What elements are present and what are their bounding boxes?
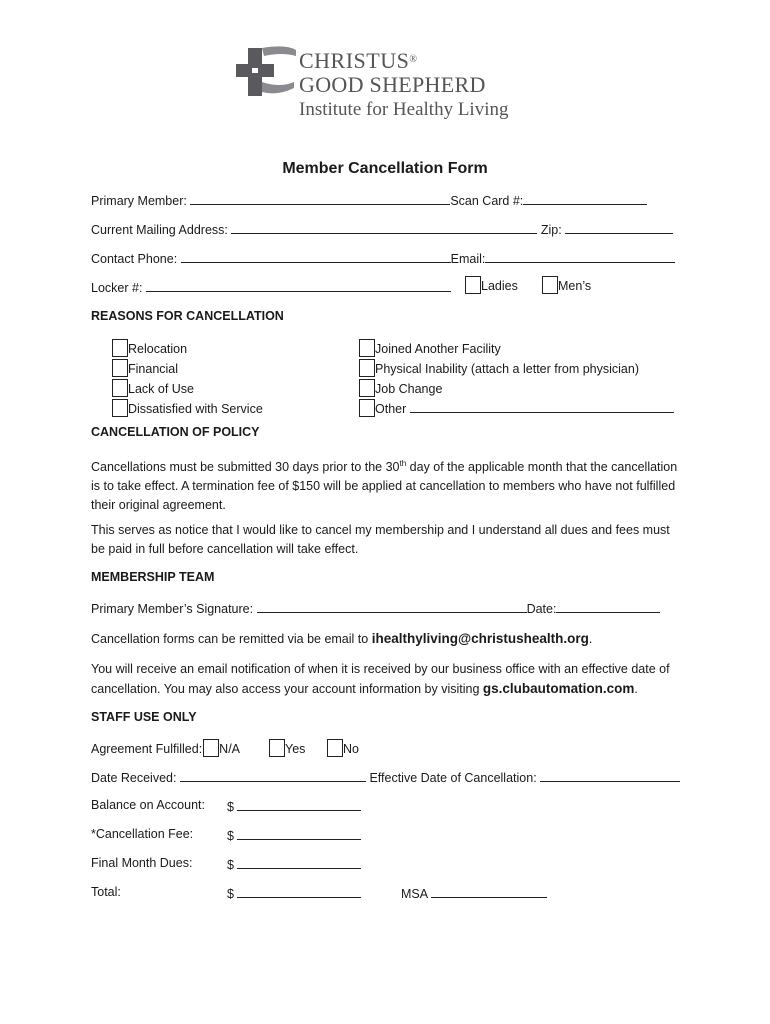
policy-paragraph-2: This serves as notice that I would like to cancel my membership and I understand all dues and fees must be paid in full before cancellation will take effect. [91,523,670,556]
notify-text: You will receive an email notification of when it is received by our business office with an effective date of cancellation. You may also access your account information by visiting [91,662,670,696]
email-label: Email: [450,252,486,266]
msa-field[interactable] [431,885,547,898]
scan-card-field[interactable] [523,192,647,205]
total-field[interactable] [237,885,361,898]
contact-phone-field[interactable] [181,250,451,263]
notify-paragraph [91,659,681,699]
policy-sup: th [399,459,407,468]
no-label: No [343,742,359,756]
contact-phone-row [91,250,675,266]
msa-label: MSA [401,887,428,901]
yes-label: Yes [285,742,306,756]
effective-date-field[interactable] [540,769,680,782]
reason-lack-of-use[interactable] [112,379,263,399]
cancel-fee-label: *Cancellation Fee: [91,827,194,841]
balance-label: Balance on Account: [91,798,205,812]
date-received-field[interactable] [180,769,366,782]
reasons-left-list [112,339,263,419]
zip-field[interactable] [565,221,673,234]
registered-mark: ® [409,54,418,65]
mens-checkbox[interactable] [542,276,558,294]
msa-row [401,885,547,901]
notify-site-link[interactable]: gs.clubautomation.com [482,681,635,696]
reason-job-change[interactable] [359,379,674,399]
na-checkbox[interactable] [203,739,219,757]
policy-text-a: Cancellations must be submitted 30 days prior to the 30 [91,460,400,475]
no-option[interactable] [327,739,359,757]
final-dues-row [227,856,361,872]
reason-financial[interactable] [112,359,263,379]
primary-member-row [91,192,647,208]
cross-logo-icon [234,42,298,102]
yes-option[interactable] [269,739,305,757]
mailing-address-label: Current Mailing Address: [91,223,228,237]
ladies-checkbox[interactable] [465,276,481,294]
joined-facility-label: Joined Another Facility [375,342,501,356]
notify-end: . [634,682,638,696]
date-field[interactable] [556,600,660,613]
logo-line2: GOOD SHEPHERD [299,72,486,97]
final-dues-currency: $ [227,858,234,872]
policy-heading: CANCELLATION OF POLICY [91,425,260,439]
remit-text: Cancellation forms can be remitted via be email to [91,632,372,646]
scan-card-label: Scan Card #: [450,194,524,208]
total-label: Total: [91,885,121,899]
staff-heading: STAFF USE ONLY [91,710,197,724]
logo-line3: Institute for Healthy Living [299,99,509,120]
policy-text-b: day of the applicable month that the cancellation is to take effect. A termination fee of $150 will be applied at cancellation to members who have not fulfilled their original agreement. [91,460,678,513]
dissatisfied-label: Dissatisfied with Service [128,402,263,416]
signature-label: Primary Member’s Signature: [91,602,254,616]
effective-date-label: Effective Date of Cancellation: [369,771,537,785]
date-label: Date: [526,602,557,616]
job-change-label: Job Change [375,382,443,396]
locker-field[interactable] [146,279,451,292]
na-label: N/A [219,742,241,756]
ladies-option[interactable] [465,276,518,294]
balance-field[interactable] [237,798,361,811]
cancel-fee-currency: $ [227,829,234,843]
logo-line1: CHRISTUS [299,48,410,73]
team-heading: MEMBERSHIP TEAM [91,570,215,584]
job-change-checkbox[interactable] [359,379,375,397]
lack-of-use-label: Lack of Use [128,382,195,396]
primary-member-field[interactable] [190,192,450,205]
primary-member-label: Primary Member: [91,194,187,208]
financial-checkbox[interactable] [112,359,128,377]
date-received-row [91,769,680,785]
mailing-address-row [91,221,673,237]
cancel-fee-field[interactable] [237,827,361,840]
remit-email-link[interactable]: ihealthyliving@christushealth.org [371,631,589,646]
other-checkbox[interactable] [359,399,375,417]
contact-phone-label: Contact Phone: [91,252,178,266]
other-field[interactable] [410,400,674,413]
zip-label: Zip: [540,223,562,237]
policy-paragraph-1 [91,454,681,515]
ladies-label: Ladies [481,279,518,293]
reason-joined-facility[interactable] [359,339,674,359]
physical-inability-label: Physical Inability (attach a letter from physician) [375,362,639,376]
form-title: Member Cancellation Form [282,160,488,177]
reason-other[interactable] [359,399,674,419]
mens-label: Men’s [558,279,592,293]
reasons-right-list [359,339,674,419]
mailing-address-field[interactable] [231,221,537,234]
mens-option[interactable] [542,276,591,294]
final-dues-label: Final Month Dues: [91,856,193,870]
total-row [227,885,361,901]
lack-of-use-checkbox[interactable] [112,379,128,397]
locker-label: Locker #: [91,281,143,295]
relocation-checkbox[interactable] [112,339,128,357]
email-field[interactable] [485,250,675,263]
cancel-fee-row [227,827,361,843]
no-checkbox[interactable] [327,739,343,757]
yes-checkbox[interactable] [269,739,285,757]
signature-field[interactable] [257,600,527,613]
physical-inability-checkbox[interactable] [359,359,375,377]
agreement-label: Agreement Fulfilled: [91,742,203,756]
reason-dissatisfied[interactable] [112,399,263,419]
balance-currency: $ [227,800,234,814]
reasons-heading: REASONS FOR CANCELLATION [91,309,284,323]
balance-row [227,798,361,814]
other-label: Other [375,402,407,416]
date-received-label: Date Received: [91,771,177,785]
dissatisfied-checkbox[interactable] [112,399,128,417]
reason-physical-inability[interactable] [359,359,674,379]
total-currency: $ [227,887,234,901]
agreement-row [91,739,240,757]
reason-relocation[interactable] [112,339,263,359]
financial-label: Financial [128,362,179,376]
remit-end: . [588,632,593,646]
remit-paragraph [91,629,681,649]
locker-row [91,279,451,295]
final-dues-field[interactable] [237,856,361,869]
joined-facility-checkbox[interactable] [359,339,375,357]
signature-row [91,600,660,616]
relocation-label: Relocation [128,342,188,356]
